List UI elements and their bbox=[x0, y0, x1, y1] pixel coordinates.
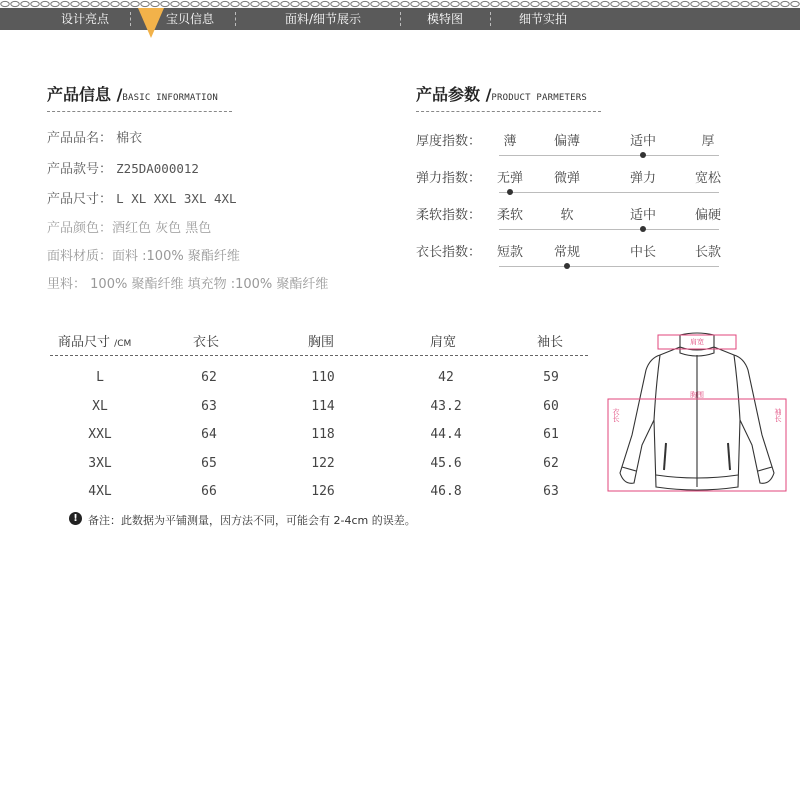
table-cell: 63 bbox=[543, 484, 559, 499]
table-cell: XXL bbox=[88, 427, 112, 442]
nav-item-info[interactable]: 宝贝信息 bbox=[165, 12, 214, 26]
param-option: 弹力 bbox=[629, 171, 656, 186]
table-cell: 45.6 bbox=[430, 455, 462, 471]
table-cell: 63 bbox=[201, 398, 217, 414]
divider bbox=[47, 111, 232, 112]
table-cell: 44.4 bbox=[430, 427, 462, 442]
table-cell: 122 bbox=[311, 455, 335, 471]
top-nav bbox=[0, 8, 800, 30]
table-cell: 114 bbox=[311, 398, 335, 414]
info-row-color: 产品颜色：酒红色 灰色 黑色 bbox=[47, 221, 212, 236]
param-option: 无弹 bbox=[496, 171, 523, 186]
table-cell: 62 bbox=[543, 455, 559, 471]
param-label: 衣长指数： bbox=[416, 245, 482, 260]
param-option: 厚 bbox=[701, 134, 715, 149]
chest-header: 胸围 bbox=[308, 335, 335, 350]
table-cell: L bbox=[96, 370, 104, 385]
active-marker-icon bbox=[138, 8, 164, 42]
table-cell: 110 bbox=[311, 370, 335, 385]
length-header: 衣长 bbox=[193, 335, 220, 350]
param-option: 常规 bbox=[553, 245, 580, 260]
table-cell: 65 bbox=[201, 455, 217, 471]
warning-icon: ! bbox=[69, 512, 82, 525]
product-params-title: 产品参数 /PRODUCT PARMETERS bbox=[416, 85, 587, 104]
basic-info-title: 产品信息 /BASIC INFORMATION bbox=[47, 85, 218, 104]
nav-item-fabric[interactable]: 面料/细节展示 bbox=[284, 12, 362, 26]
sleeve-header: 袖长 bbox=[537, 335, 564, 350]
param-marker bbox=[640, 226, 646, 232]
nav-divider bbox=[235, 12, 236, 26]
table-divider bbox=[50, 355, 588, 356]
size-header: 商品尺寸 /CM bbox=[58, 335, 132, 350]
info-row-lining: 里料： 100% 聚酯纤维 填充物 :100% 聚酯纤维 bbox=[47, 277, 329, 292]
param-label: 柔软指数： bbox=[416, 208, 482, 223]
table-cell: 3XL bbox=[88, 455, 112, 471]
param-option: 薄 bbox=[503, 134, 517, 149]
param-option: 短款 bbox=[496, 245, 523, 260]
nav-item-design[interactable]: 设计亮点 bbox=[60, 12, 109, 26]
table-cell: XL bbox=[92, 398, 108, 414]
param-option: 偏薄 bbox=[553, 134, 580, 149]
divider bbox=[416, 111, 601, 112]
jacket-diagram bbox=[602, 325, 792, 495]
table-cell: 46.8 bbox=[430, 484, 462, 499]
table-cell: 43.2 bbox=[430, 398, 462, 414]
param-scale-line bbox=[499, 266, 719, 267]
shoulder-header: 肩宽 bbox=[430, 335, 457, 350]
info-row-size: 产品尺寸： L XL XXL 3XL 4XL bbox=[47, 191, 237, 207]
param-option: 偏硬 bbox=[694, 208, 721, 223]
param-option: 中长 bbox=[629, 245, 656, 260]
param-label: 弹力指数： bbox=[416, 171, 482, 186]
param-scale-line bbox=[499, 229, 719, 230]
chest-label: 胸围 bbox=[690, 391, 704, 399]
measurement-note: 备注：此数据为平铺测量，因方法不同，可能会有 2-4cm 的误差。 bbox=[88, 514, 416, 527]
param-marker bbox=[564, 263, 570, 269]
table-cell: 4XL bbox=[88, 484, 112, 499]
table-cell: 59 bbox=[543, 370, 559, 385]
param-option: 柔软 bbox=[496, 208, 523, 223]
shoulder-label: 肩宽 bbox=[690, 338, 704, 346]
param-marker bbox=[507, 189, 513, 195]
table-cell: 61 bbox=[543, 427, 559, 442]
param-option: 适中 bbox=[629, 208, 656, 223]
nav-divider bbox=[490, 12, 491, 26]
param-option: 微弹 bbox=[553, 171, 580, 186]
param-option: 长款 bbox=[694, 245, 721, 260]
nav-item-model[interactable]: 模特图 bbox=[426, 12, 463, 26]
param-label: 厚度指数： bbox=[416, 134, 482, 149]
length-label: 衣长 bbox=[612, 408, 620, 422]
nav-item-detail[interactable]: 细节实拍 bbox=[518, 12, 567, 26]
table-cell: 64 bbox=[201, 427, 217, 442]
table-cell: 118 bbox=[311, 427, 335, 442]
param-marker bbox=[640, 152, 646, 158]
nav-divider bbox=[400, 12, 401, 26]
info-row-style-no: 产品款号： Z25DA000012 bbox=[47, 161, 199, 177]
table-cell: 60 bbox=[543, 398, 559, 414]
param-scale-line bbox=[499, 155, 719, 156]
chain-border bbox=[0, 0, 800, 8]
info-row-name: 产品品名： 棉衣 bbox=[47, 131, 143, 146]
nav-divider bbox=[130, 12, 131, 26]
info-row-material: 面料材质：面料 :100% 聚酯纤维 bbox=[47, 249, 240, 264]
param-scale-line bbox=[499, 192, 719, 193]
table-cell: 42 bbox=[438, 370, 454, 385]
param-option: 适中 bbox=[629, 134, 656, 149]
param-option: 宽松 bbox=[694, 171, 721, 186]
sleeve-label: 袖长 bbox=[774, 408, 782, 422]
table-cell: 126 bbox=[311, 484, 335, 499]
table-cell: 66 bbox=[201, 484, 217, 499]
param-option: 软 bbox=[560, 208, 574, 223]
table-cell: 62 bbox=[201, 370, 217, 385]
